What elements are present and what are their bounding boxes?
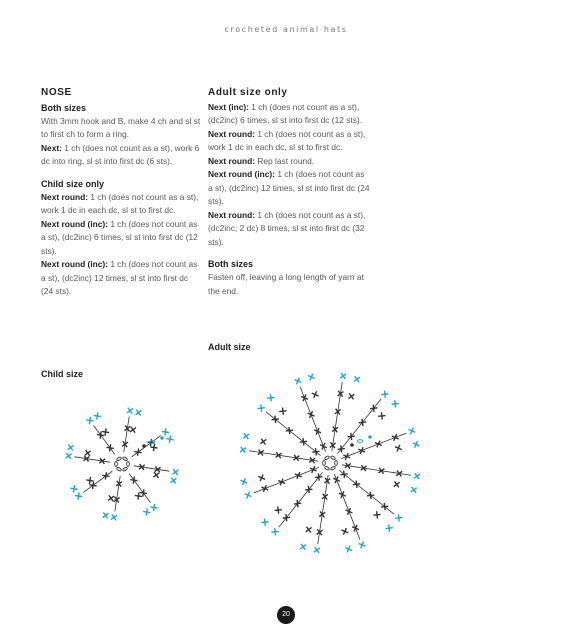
stitch-mark — [320, 443, 327, 450]
stitch-mark — [111, 514, 117, 520]
stitch-mark — [413, 441, 420, 448]
stitch-mark — [134, 448, 141, 455]
stitch-mark — [243, 433, 249, 439]
step-label: Next round: — [208, 209, 255, 220]
stitch-mark — [267, 394, 274, 401]
stitch-mark — [275, 506, 282, 513]
adult-diagram-label: Adult size — [208, 342, 251, 352]
spoke-line — [318, 475, 328, 544]
stitch-mark — [375, 441, 382, 448]
stitch-mark — [150, 444, 157, 451]
section-title: NOSE — [41, 87, 72, 98]
stitch-mark — [314, 428, 321, 435]
stitch-mark — [343, 453, 350, 460]
spoke-line — [342, 465, 411, 475]
chain-mark — [122, 456, 127, 461]
stitch-mark — [339, 491, 346, 498]
stitch-mark — [300, 438, 307, 445]
chain-mark — [330, 455, 335, 460]
spoke-line — [332, 382, 342, 451]
chain-mark — [122, 467, 127, 472]
chain-mark — [115, 462, 118, 467]
adult-step — [208, 128, 370, 155]
stitch-mark — [283, 514, 290, 521]
stitch-mark — [305, 486, 312, 493]
stitch-mark — [358, 447, 365, 454]
stitch-mark — [170, 478, 176, 484]
stitch-mark — [353, 481, 360, 488]
step-text: 1 ch (does not count as a st), work 1 dc in each dc, sl st to first dc. — [41, 191, 199, 215]
stitch-mark — [306, 527, 312, 533]
stitch-mark — [391, 400, 398, 407]
child-diagram-label: Child size — [41, 369, 84, 379]
stitch-mark — [381, 391, 388, 398]
stitch-mark — [108, 495, 114, 501]
slip-stitch-mark — [350, 443, 354, 447]
finish-text: Fasten off, leaving a long length of yarn at the end. — [208, 272, 364, 296]
page-number: 20 — [277, 606, 295, 624]
stitch-mark — [153, 472, 159, 478]
step-text: 1 ch (does not count as a st), work 1 dc in each dc, sl st to first dc. — [208, 128, 366, 152]
spoke-line — [129, 474, 150, 503]
stitch-mark — [341, 528, 348, 535]
adult-step — [208, 209, 370, 250]
stitch-mark — [102, 472, 109, 479]
step-text: 1 ch (does not count as a st), (dc2inc) 6 times, sl st into first dc (12 sts). — [208, 101, 363, 125]
stitch-mark — [340, 471, 347, 478]
stitch-mark — [245, 492, 252, 499]
stitch-mark — [103, 512, 109, 518]
stitch-mark — [147, 439, 154, 446]
step-label: Next round: — [41, 191, 88, 202]
stitch-mark — [411, 487, 417, 493]
stitch-mark — [300, 544, 306, 550]
child-step — [41, 191, 201, 218]
chain-mark — [324, 466, 329, 471]
step-text: Rep last round. — [255, 155, 315, 166]
chain-mark — [116, 467, 121, 472]
stitch-mark — [240, 447, 246, 453]
stitch-mark — [367, 492, 374, 499]
stitch-mark — [135, 492, 142, 499]
stitch-mark — [395, 445, 402, 452]
child-size-heading: Child size only — [41, 178, 105, 189]
stitch-mark — [172, 469, 178, 475]
stitch-mark — [381, 503, 388, 510]
stitch-mark — [140, 489, 147, 496]
stitch-mark — [314, 547, 320, 553]
stitch-mark — [348, 433, 355, 440]
stitch-mark — [414, 473, 420, 479]
slip-stitch-mark — [142, 444, 146, 448]
step-text: 1 ch (does not count as a st), (dc2inc) 6 times, sl st into first dc (12 sts). — [41, 218, 198, 256]
stitch-mark — [85, 450, 91, 456]
both-sizes-step — [41, 142, 201, 169]
stitch-mark — [395, 514, 402, 521]
finish-heading: Both sizes — [208, 259, 254, 269]
stitch-mark — [261, 485, 268, 492]
step-text: 1 ch (does not count as a st), (dc2inc) 12 times, sl st into first dc (24 sts). — [208, 169, 370, 206]
stitch-mark — [94, 412, 101, 419]
chain-mark — [335, 461, 338, 466]
stitch-mark — [315, 473, 322, 480]
left-column — [41, 86, 201, 299]
stitch-mark — [340, 373, 346, 379]
step-label: Next round (inc): — [41, 259, 108, 269]
stitch-mark — [162, 428, 169, 435]
stitch-mark — [409, 428, 416, 435]
adult-step — [208, 155, 370, 169]
stitch-mark — [345, 546, 352, 553]
step-text: 1 ch (does not count as a st), work 6 dc into ring, sl st into first dc (6 sts). — [41, 142, 200, 166]
step-label: Next: — [41, 142, 62, 153]
stitch-mark — [378, 412, 385, 419]
step-text: 1 ch (does not count as a st), (dc2inc) 12 times, sl st into first dc (24 sts). — [41, 259, 198, 296]
chain-mark — [330, 466, 335, 471]
stitch-mark — [271, 528, 278, 535]
step-label: Next round (inc): — [41, 218, 108, 229]
stitch-mark — [286, 427, 293, 434]
stitch-mark — [370, 405, 377, 412]
chain-mark — [357, 440, 362, 443]
right-column — [208, 86, 370, 298]
chain-mark — [116, 456, 121, 461]
stitch-mark — [294, 500, 301, 507]
stitch-mark — [348, 393, 354, 399]
stitch-mark — [97, 431, 104, 438]
stitch-mark — [130, 427, 136, 433]
stitch-mark — [66, 453, 72, 459]
adult-stitch-diagram — [220, 360, 445, 570]
step-text: 1 ch (does not count as a st), (dc2inc, 2 dc) 8 times, sl st into first dc (32 sts). — [208, 209, 366, 247]
step-label: Next round: — [208, 128, 255, 139]
stitch-mark — [373, 511, 380, 518]
stitch-mark — [260, 439, 266, 445]
adult-step — [208, 101, 370, 128]
chain-mark — [127, 462, 130, 467]
slip-stitch-mark — [160, 436, 164, 440]
stitch-mark — [308, 411, 315, 418]
spoke-line — [83, 471, 112, 492]
stitch-mark — [312, 391, 319, 398]
stitch-mark — [338, 445, 345, 452]
stitch-mark — [150, 504, 157, 511]
stitch-mark — [258, 404, 265, 411]
stitch-mark — [354, 376, 360, 382]
stitch-mark — [279, 408, 286, 415]
stitch-mark — [272, 416, 279, 423]
stitch-mark — [136, 410, 142, 416]
stitch-mark — [102, 428, 109, 435]
child-step — [41, 218, 201, 259]
stitch-mark — [75, 492, 82, 499]
child-stitch-diagram — [50, 396, 200, 536]
stitch-mark — [333, 476, 340, 483]
stitch-mark — [241, 478, 248, 485]
spoke-line — [94, 425, 115, 454]
stitch-mark — [301, 394, 308, 401]
stitch-mark — [310, 466, 317, 473]
slip-stitch-mark — [368, 435, 372, 439]
adult-step — [208, 168, 370, 209]
chain-mark — [323, 461, 326, 466]
both-sizes-intro: With 3mm hook and B, make 4 ch and sl st to first ch to form a ring. — [41, 115, 201, 139]
spoke-line — [132, 436, 161, 457]
stitch-mark — [346, 508, 353, 515]
stitch-mark — [312, 448, 319, 455]
stitch-mark — [130, 476, 137, 483]
step-label: Next round (inc): — [208, 169, 275, 179]
stitch-mark — [308, 374, 315, 381]
stitch-mark — [359, 419, 366, 426]
step-label: Next (inc): — [208, 101, 249, 112]
stitch-mark — [392, 434, 399, 441]
stitch-mark — [295, 378, 302, 385]
stitch-mark — [86, 477, 93, 484]
stitch-mark — [359, 542, 366, 549]
stitch-mark — [295, 472, 302, 479]
stitch-mark — [386, 524, 393, 531]
stitch-mark — [68, 445, 74, 451]
stitch-mark — [106, 444, 113, 451]
spoke-line — [249, 451, 318, 461]
stitch-mark — [89, 482, 96, 489]
stitch-mark — [166, 436, 173, 443]
stitch-mark — [86, 417, 93, 424]
stitch-mark — [261, 519, 268, 526]
stitch-mark — [143, 508, 150, 515]
stitch-mark — [352, 525, 359, 532]
both-sizes-heading: Both sizes — [41, 102, 87, 113]
stitch-mark — [394, 481, 400, 487]
stitch-mark — [70, 485, 77, 492]
running-head: crocheted animal hats — [224, 25, 348, 34]
stitch-mark — [127, 408, 133, 414]
adult-size-heading: Adult size only — [208, 87, 288, 98]
stitch-mark — [278, 479, 285, 486]
step-label: Next round: — [208, 155, 255, 166]
stitch-mark — [258, 474, 265, 481]
child-step — [41, 258, 201, 299]
chain-mark — [324, 455, 329, 460]
